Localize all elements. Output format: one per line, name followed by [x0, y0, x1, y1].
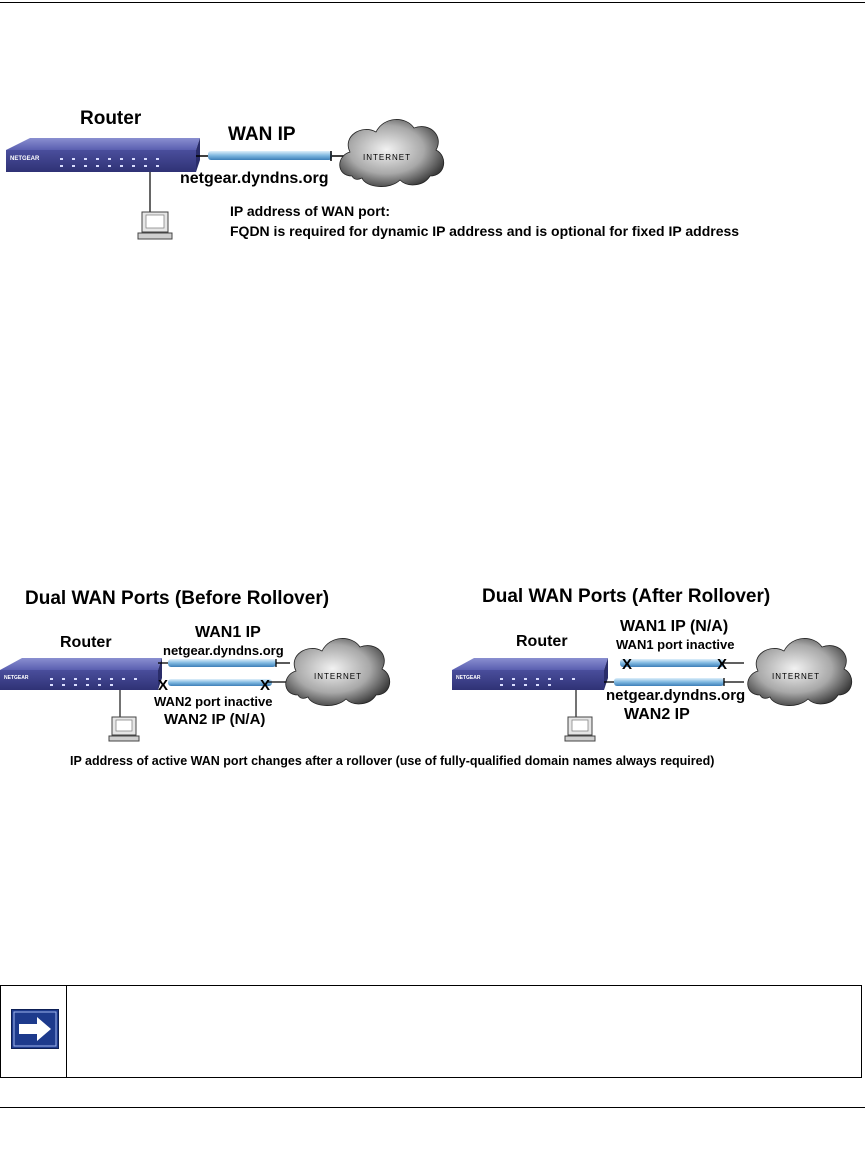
left-router-brand: NETGEAR	[4, 675, 29, 681]
right-wan1-label: WAN1 IP (N/A)	[620, 618, 729, 635]
left-wan1-label: WAN1 IP	[195, 624, 261, 641]
right-computer-icon	[565, 717, 595, 741]
router-brand: NETGEAR	[10, 156, 40, 162]
left-wan2-inactive-label: WAN2 port inactive	[154, 694, 273, 709]
right-router-device	[452, 658, 608, 690]
right-router-label: Router	[516, 633, 568, 650]
left-wan2-x-mark-2: X	[260, 677, 271, 694]
right-cloud-label: INTERNET	[772, 672, 820, 681]
before-rollover-title: Dual WAN Ports (Before Rollover)	[25, 588, 330, 609]
left-internet-cloud-icon	[286, 638, 390, 705]
computer-icon	[138, 212, 172, 239]
left-wan2-link	[168, 679, 290, 686]
right-router-brand: NETGEAR	[456, 675, 481, 681]
right-wan1-x-mark-2: X	[717, 656, 728, 673]
left-wan1-domain: netgear.dyndns.org	[163, 643, 284, 658]
right-wan2-link	[604, 678, 744, 686]
right-wan2-label: WAN2 IP	[624, 706, 690, 723]
left-router-label: Router	[60, 634, 112, 651]
right-internet-cloud-icon	[748, 638, 852, 705]
right-wan2-domain: netgear.dyndns.org	[606, 687, 746, 704]
left-cloud-label: INTERNET	[314, 672, 362, 681]
after-rollover-title: Dual WAN Ports (After Rollover)	[482, 586, 771, 607]
internet-cloud-icon	[340, 119, 444, 186]
left-computer-icon	[109, 717, 139, 741]
left-wan2-label: WAN2 IP (N/A)	[164, 711, 266, 728]
domain-name: netgear.dyndns.org	[180, 170, 329, 187]
wan-link	[196, 151, 345, 161]
single-wan-diagram	[0, 0, 865, 260]
right-wan1-x-mark-1: X	[622, 656, 633, 673]
router-label: Router	[80, 108, 142, 129]
cloud-label: INTERNET	[363, 153, 411, 162]
left-router-device	[0, 658, 162, 690]
caption-line-1: IP address of WAN port:	[230, 203, 390, 219]
bottom-rule	[0, 1107, 865, 1108]
caption-line-2: FQDN is required for dynamic IP address and is optional for fixed IP address	[230, 223, 740, 239]
arrow-right-icon	[11, 1009, 59, 1049]
left-wan2-x-mark-1: X	[158, 677, 169, 694]
router-device	[6, 138, 200, 172]
wan-ip-label: WAN IP	[228, 124, 296, 145]
dual-wan-caption: IP address of active WAN port changes after a rollover (use of fully-qualified domain names always required)	[70, 754, 715, 768]
right-wan1-inactive-label: WAN1 port inactive	[616, 637, 735, 652]
dual-wan-diagram	[0, 575, 865, 775]
note-box	[0, 985, 862, 1078]
left-wan1-link	[158, 659, 290, 667]
note-divider	[66, 986, 67, 1077]
